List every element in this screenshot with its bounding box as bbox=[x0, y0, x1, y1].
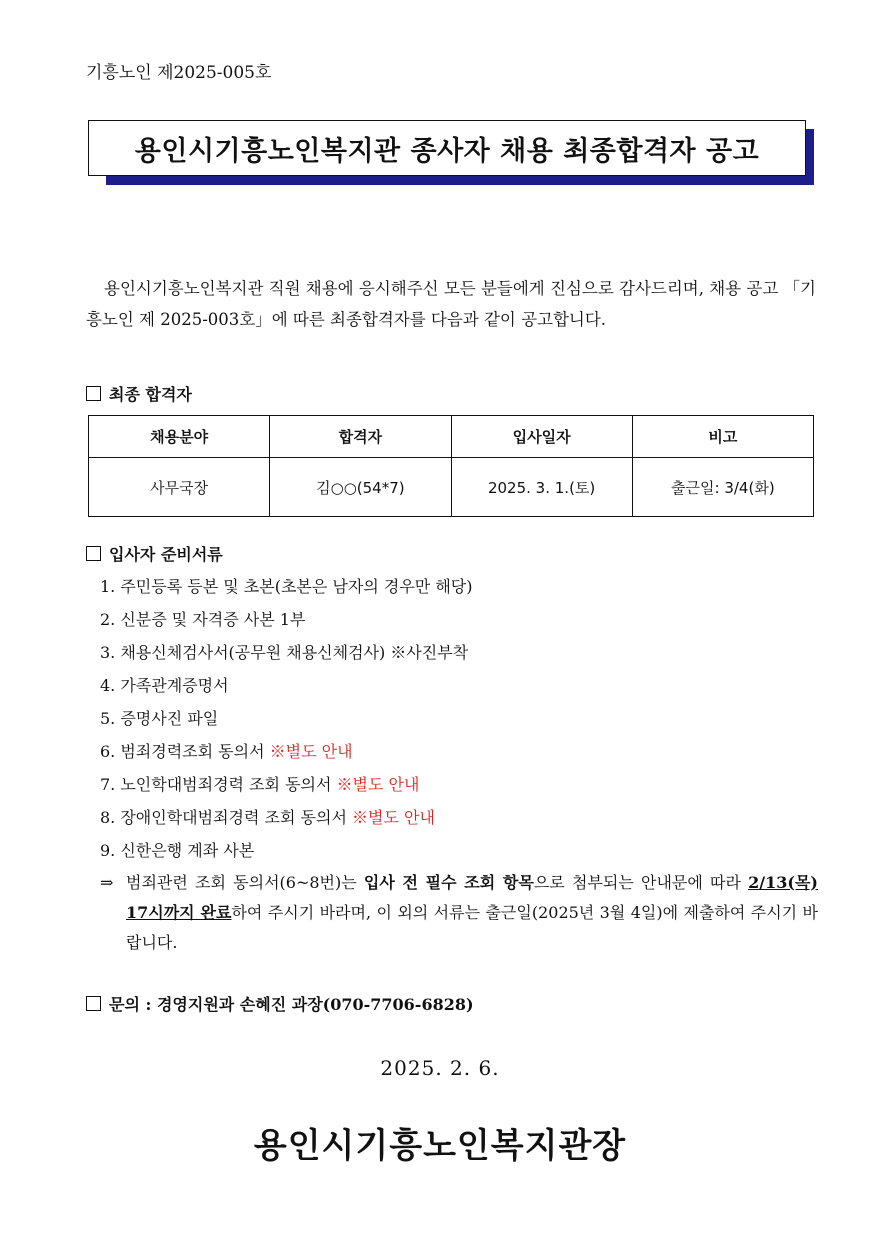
table-row bbox=[89, 458, 814, 517]
contact-info bbox=[86, 992, 474, 1015]
intro-paragraph: 용인시기흥노인복지관 직원 채용에 응시해주신 모든 분들에게 진심으로 감사드리며, 채용 공고 「기흥노인 제 2025-003호」에 따른 최종합격자를 다음과 같이 공고합니다. bbox=[86, 278, 816, 329]
note-text: 범죄관련 조회 동의서(6~8번)는 입사 전 필수 조회 항목으로 첨부되는 안내문에 따라 2/13(목) 17시까지 완료하여 주시기 바라며, 이 외의 서류는 출근일(2025년 3월 4일)에 제출하여 주시기 바랍니다. bbox=[126, 873, 818, 952]
page-title: 용인시기흥노인복지관 종사자 채용 최종합격자 공고 bbox=[88, 120, 806, 176]
required-documents-list bbox=[100, 570, 472, 867]
checkbox-square-icon bbox=[86, 996, 101, 1011]
table-header-cell: 비고 bbox=[632, 416, 813, 458]
document-number: 기흥노인 제2025-005호 bbox=[86, 63, 272, 83]
section-final-label: 최종 합격자 bbox=[109, 385, 192, 404]
final-result-table bbox=[88, 415, 814, 517]
list-item: 2. 신분증 및 자격증 사본 1부 bbox=[100, 610, 306, 629]
arrow-icon: ⇒ bbox=[100, 873, 114, 892]
table-cell-name: 김○○(54*7) bbox=[270, 458, 451, 517]
title-banner bbox=[88, 120, 806, 178]
table-header-row bbox=[89, 416, 814, 458]
table-header-cell: 입사일자 bbox=[451, 416, 632, 458]
table-cell-field: 사무국장 bbox=[89, 458, 270, 517]
issuer-signature: 용인시기흥노인복지관장 bbox=[253, 1126, 627, 1166]
list-item: 3. 채용신체검사서(공무원 채용신체검사) ※사진부착 bbox=[100, 643, 469, 662]
contact-label: 문의 : 경영지원과 손혜진 과장(070-7706-6828) bbox=[109, 995, 474, 1014]
table-cell-remark: 출근일: 3/4(화) bbox=[632, 458, 813, 517]
list-item: 8. 장애인학대범죄경력 조회 동의서 ※별도 안내 bbox=[100, 808, 435, 827]
separate-notice-label: ※별도 안내 bbox=[269, 742, 353, 761]
section-docs-heading bbox=[86, 542, 223, 565]
list-item: 6. 범죄경력조회 동의서 ※별도 안내 bbox=[100, 742, 353, 761]
separate-notice-label: ※별도 안내 bbox=[352, 808, 435, 827]
announcement-date: 2025. 2. 6. bbox=[380, 1056, 500, 1080]
list-item: 1. 주민등록 등본 및 초본(초본은 남자의 경우만 해당) bbox=[100, 577, 473, 596]
list-item: 5. 증명사진 파일 bbox=[100, 709, 219, 728]
section-docs-label: 입사자 준비서류 bbox=[109, 545, 223, 564]
checkbox-square-icon bbox=[86, 386, 101, 401]
list-item: 9. 신한은행 계좌 사본 bbox=[100, 841, 255, 860]
separate-notice-label: ※별도 안내 bbox=[336, 775, 420, 794]
deadline-emphasis: 2/13(목) 17시까지 완료 bbox=[126, 873, 818, 922]
table-header-cell: 합격자 bbox=[270, 416, 451, 458]
submission-note bbox=[100, 868, 818, 958]
table-header-cell: 채용분야 bbox=[89, 416, 270, 458]
list-item: 7. 노인학대범죄경력 조회 동의서 ※별도 안내 bbox=[100, 775, 420, 794]
section-final-heading bbox=[86, 382, 192, 405]
checkbox-square-icon bbox=[86, 546, 101, 561]
table-cell-join-date: 2025. 3. 1.(토) bbox=[451, 458, 632, 517]
required-check-emphasis: 입사 전 필수 조회 항목 bbox=[363, 873, 534, 892]
list-item: 4. 가족관계증명서 bbox=[100, 676, 229, 695]
